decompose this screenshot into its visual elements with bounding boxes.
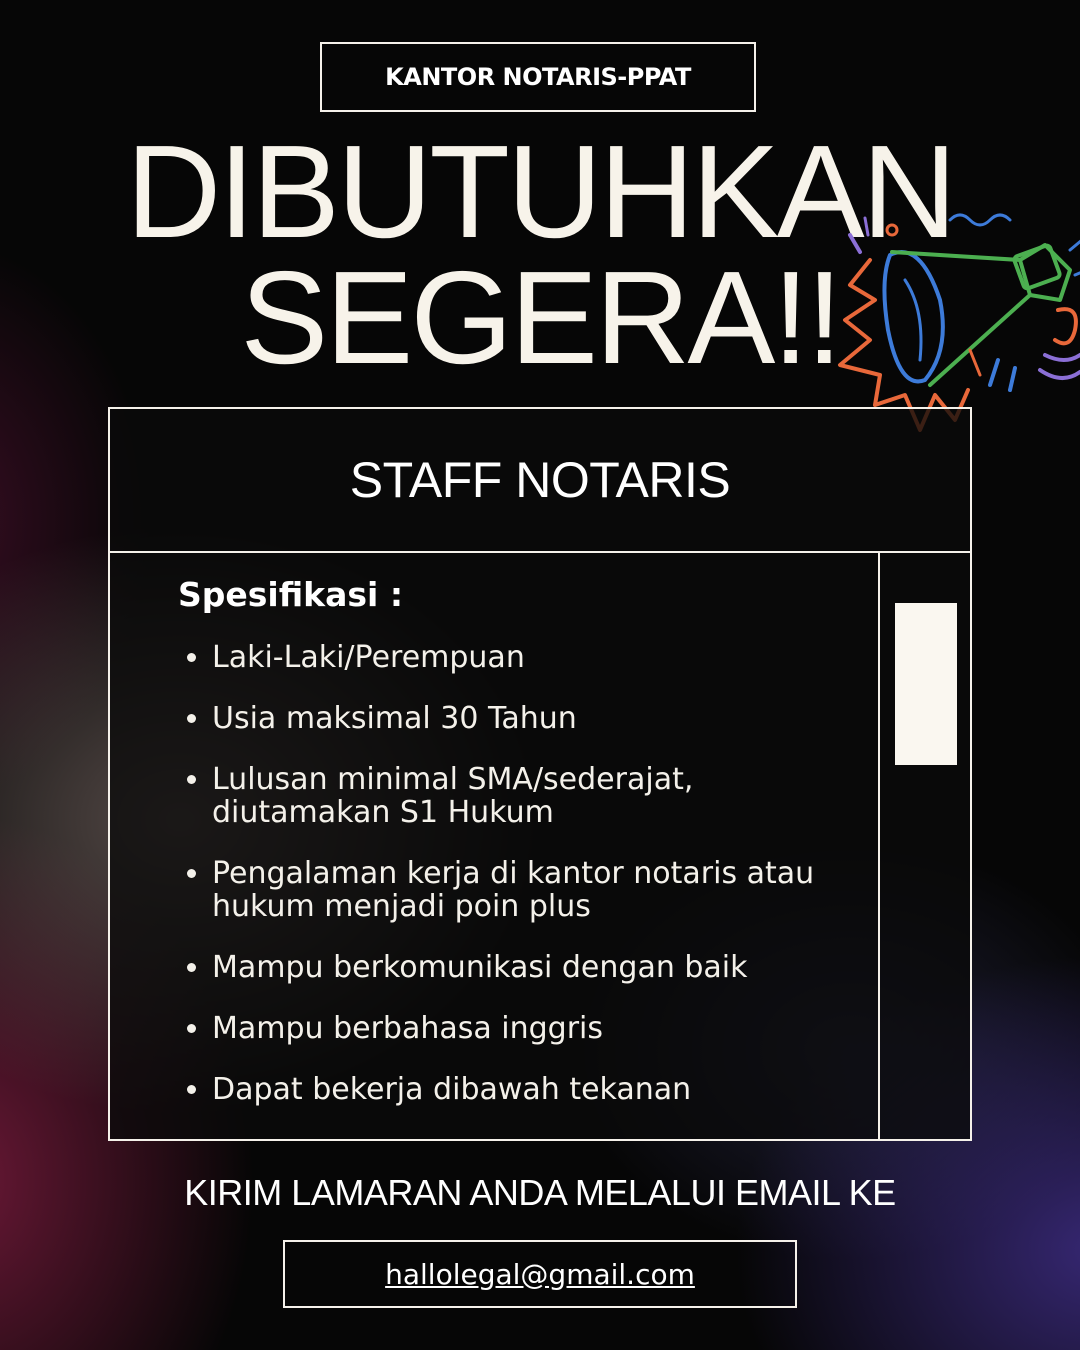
email-link[interactable] [283,1240,797,1308]
scrollbar-track[interactable] [878,553,970,1139]
position-title: STAFF NOTARIS [349,452,731,508]
list-item: • Lulusan minimal SMA/sederajat, diutamakan S1 Hukum [212,763,832,829]
list-item: • Usia maksimal 30 Tahun [212,702,832,735]
list-item: • Mampu berbahasa inggris [212,1012,832,1045]
list-item: • Pengalaman kerja di kantor notaris atau hukum menjadi poin plus [212,857,832,923]
scrollbar-thumb[interactable] [895,603,957,765]
list-item: • Laki-Laki/Perempuan [212,641,832,674]
office-label-box [320,42,756,112]
headline-line2: SEGERA!! [240,244,840,391]
list-item: • Dapat bekerja dibawah tekanan [212,1073,832,1106]
list-item: • Mampu berkomunikasi dengan baik [212,951,832,984]
office-label: KANTOR NOTARIS-PPAT [385,63,691,91]
spec-heading: Spesifikasi : [178,575,404,614]
position-title-row [110,409,970,553]
email-address[interactable]: hallolegal@gmail.com [385,1257,695,1291]
requirements-list [188,641,832,1134]
job-card [108,407,972,1141]
headline-line1: DIBUTUHKAN [125,118,955,265]
apply-instruction: KIRIM LAMARAN ANDA MELALUI EMAIL KE [184,1172,896,1213]
